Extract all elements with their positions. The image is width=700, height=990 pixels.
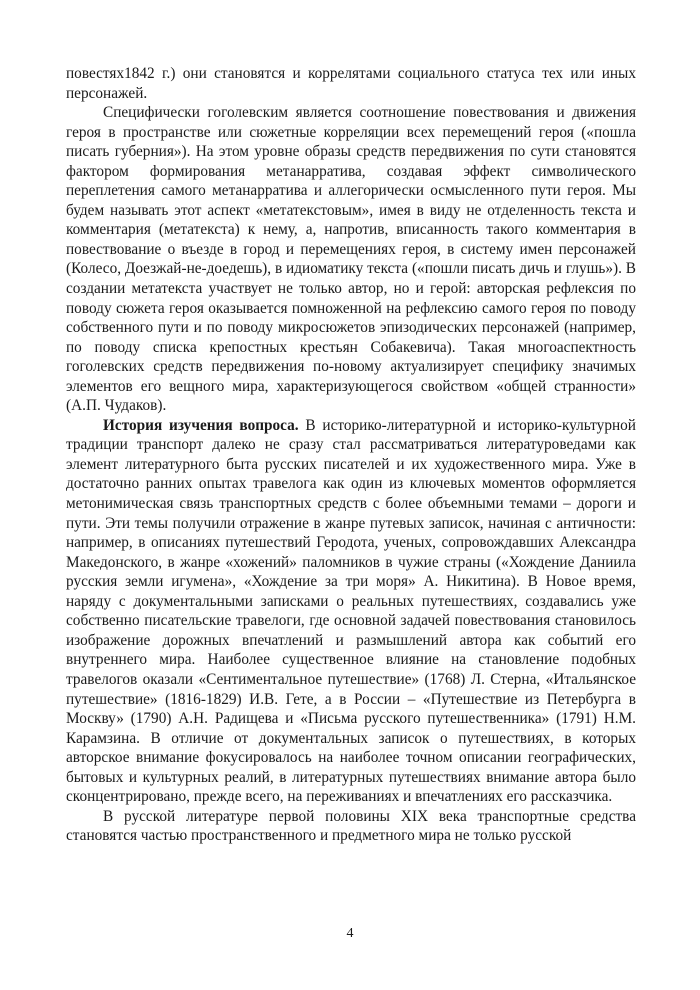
paragraph-text: В историко-литературной и историко-культурной традиции транспорт далеко не сразу стал рассматриваться литературоведами как элемент литературного быта русских писателей и их художественного мира. Уже в достаточно ранних опытах травелога как один из ключевых моментов оформляется метонимическая связь транспортных средств с более объемными темами – дороги и пути. Эти темы получили отражение в жанре путевых записок, начиная с античности: например, в описаниях путешествий Геродота, ученых, сопровождавших Александра Македонского, в жанре «хожений» паломников в чужие страны («Хождение Даниила русския земли игумена», «Хождение за три моря» А. Никитина). В Новое время, наряду с документальными записками о реальных путешествиях, создавались уже собственно писательские травелоги, где основной задачей повествования становилось изображение дорожных впечатлений и размышлений автора как событий его внутреннего мира. Наиболее существенное влияние на становление подобных травелогов оказали «Сентиментальное путешествие» (1768) Л. Стерна, «Итальянское путешествие» (1816-1829) И.В. Гете, а в России – «Путешествие из Петербурга в Москву» (1790) А.Н. Радищева и «Письма русского путешественника» (1791) Н.М. Карамзина. В отличие от документальных записок о путешествиях, в которых авторское внимание фокусировалось на наиболее точном описании географических, бытовых и культурных реалий, в литературных путешествиях внимание автора было сконцентрировано, прежде всего, на переживаниях и впечатлениях его рассказчика. (66, 416, 636, 806)
document-body (66, 64, 636, 846)
paragraph-text: В русской литературе первой половины XIX века транспортные средства становятся частью пространственного и предметного мира не только русской (66, 807, 636, 845)
paragraph-russian-literature (66, 807, 636, 846)
paragraph-continuation (66, 64, 636, 103)
paragraph-gogol-specifics (66, 103, 636, 416)
section-heading: История изучения вопроса. (103, 416, 299, 434)
paragraph-text: Специфически гоголевским является соотношение повествования и движения героя в пространстве или сюжетные корреляции всех перемещений героя («пошла писать губерния»). На этом уровне образы средств передвижения по сути становятся фактором формирования метанарратива, создавая эффект символического переплетения самого метанарратива и аллегорически осмысленного пути героя. Мы будем называть этот аспект «метатекстовым», имея в виду не отделенность текста и комментария (метатекста) к нему, а, напротив, вписанность такого комментария в повествование о въезде в город и перемещениях героя, в систему имен персонажей (Колесо, Доезжай-не-доедешь), в идиоматику текста («пошли писать дичь и глушь»). В создании метатекста участвует не только автор, но и герой: авторская рефлексия по поводу сюжета героя оказывается помноженной на рефлексию самого героя по поводу собственного пути и по поводу микросюжетов эпизодических персонажей (например, по поводу списка крепостных крестьян Собакевича). Такая многоаспектность гоголевских средств передвижения по-новому актуализирует специфику значимых элементов его вещного мира, характеризующегося свойством «общей странности» (А.П. Чудаков). (66, 104, 636, 415)
page-number: 4 (346, 926, 354, 941)
paragraph-history (66, 416, 636, 807)
paragraph-text: повестях1842 г.) они становятся и коррелятами социального статуса тех или иных персонажей. (66, 65, 636, 102)
